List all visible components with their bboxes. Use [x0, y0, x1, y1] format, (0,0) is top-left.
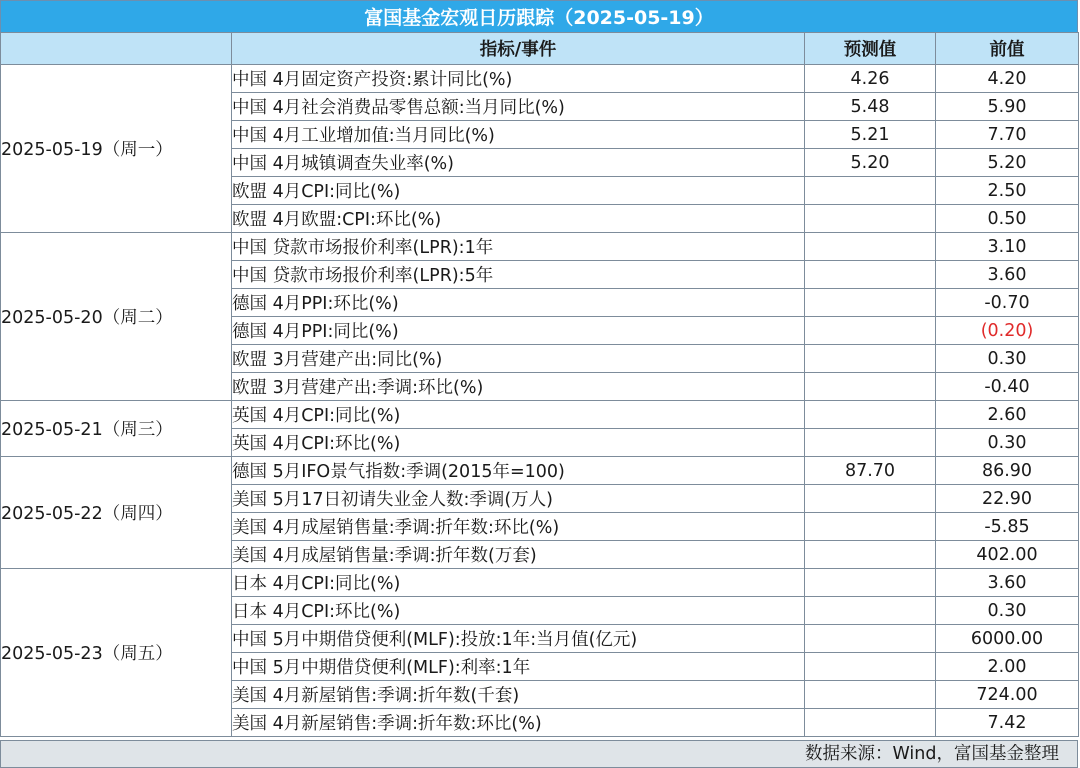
- event-cell: 中国 4月城镇调查失业率(%): [232, 149, 805, 177]
- previous-cell: 0.30: [936, 597, 1079, 625]
- forecast-cell: [805, 625, 936, 653]
- header-event: 指标/事件: [232, 33, 805, 65]
- event-cell: 中国 贷款市场报价利率(LPR):5年: [232, 261, 805, 289]
- previous-cell: 7.70: [936, 121, 1079, 149]
- table-body: [1, 65, 1079, 737]
- forecast-cell: [805, 681, 936, 709]
- event-cell: 美国 4月成屋销售量:季调:折年数:环比(%): [232, 513, 805, 541]
- forecast-cell: [805, 233, 936, 261]
- event-cell: 美国 5月17日初请失业金人数:季调(万人): [232, 485, 805, 513]
- forecast-cell: 4.26: [805, 65, 936, 93]
- previous-cell: 6000.00: [936, 625, 1079, 653]
- event-cell: 德国 4月PPI:环比(%): [232, 289, 805, 317]
- header-forecast: 预测值: [805, 33, 936, 65]
- forecast-cell: [805, 373, 936, 401]
- event-cell: 中国 5月中期借贷便利(MLF):利率:1年: [232, 653, 805, 681]
- forecast-cell: [805, 429, 936, 457]
- event-cell: 欧盟 3月营建产出:季调:环比(%): [232, 373, 805, 401]
- event-cell: 欧盟 4月欧盟:CPI:环比(%): [232, 205, 805, 233]
- previous-cell: 724.00: [936, 681, 1079, 709]
- forecast-cell: [805, 653, 936, 681]
- source-note: 数据来源：Wind，富国基金整理: [0, 740, 1078, 768]
- forecast-cell: [805, 261, 936, 289]
- event-cell: 中国 4月工业增加值:当月同比(%): [232, 121, 805, 149]
- previous-cell: 2.60: [936, 401, 1079, 429]
- table-row: [1, 65, 1079, 93]
- forecast-cell: [805, 709, 936, 737]
- previous-cell: 2.00: [936, 653, 1079, 681]
- macro-calendar-table: [0, 32, 1079, 737]
- previous-cell: 3.60: [936, 261, 1079, 289]
- event-cell: 美国 4月新屋销售:季调:折年数(千套): [232, 681, 805, 709]
- previous-cell: 0.30: [936, 429, 1079, 457]
- event-cell: 美国 4月新屋销售:季调:折年数:环比(%): [232, 709, 805, 737]
- event-cell: 英国 4月CPI:环比(%): [232, 429, 805, 457]
- previous-cell: 5.90: [936, 93, 1079, 121]
- previous-cell: 3.10: [936, 233, 1079, 261]
- event-cell: 美国 4月成屋销售量:季调:折年数(万套): [232, 541, 805, 569]
- event-cell: 中国 贷款市场报价利率(LPR):1年: [232, 233, 805, 261]
- event-cell: 欧盟 3月营建产出:同比(%): [232, 345, 805, 373]
- event-cell: 德国 5月IFO景气指数:季调(2015年=100): [232, 457, 805, 485]
- event-cell: 欧盟 4月CPI:同比(%): [232, 177, 805, 205]
- previous-cell: -0.70: [936, 289, 1079, 317]
- previous-cell: 7.42: [936, 709, 1079, 737]
- table-header-row: [1, 33, 1079, 65]
- previous-cell: -5.85: [936, 513, 1079, 541]
- forecast-cell: 5.48: [805, 93, 936, 121]
- date-cell: 2025-05-23（周五）: [1, 569, 232, 737]
- previous-cell: 0.50: [936, 205, 1079, 233]
- previous-cell: 0.30: [936, 345, 1079, 373]
- forecast-cell: [805, 177, 936, 205]
- forecast-cell: [805, 569, 936, 597]
- forecast-cell: [805, 401, 936, 429]
- previous-cell: 86.90: [936, 457, 1079, 485]
- forecast-cell: [805, 317, 936, 345]
- event-cell: 中国 5月中期借贷便利(MLF):投放:1年:当月值(亿元): [232, 625, 805, 653]
- table-row: [1, 401, 1079, 429]
- table-row: [1, 233, 1079, 261]
- date-cell: 2025-05-19（周一）: [1, 65, 232, 233]
- forecast-cell: [805, 205, 936, 233]
- forecast-cell: 87.70: [805, 457, 936, 485]
- event-cell: 德国 4月PPI:同比(%): [232, 317, 805, 345]
- forecast-cell: 5.20: [805, 149, 936, 177]
- header-date: [1, 33, 232, 65]
- previous-cell: 4.20: [936, 65, 1079, 93]
- event-cell: 英国 4月CPI:同比(%): [232, 401, 805, 429]
- forecast-cell: [805, 513, 936, 541]
- forecast-cell: [805, 597, 936, 625]
- forecast-cell: [805, 289, 936, 317]
- previous-cell: 22.90: [936, 485, 1079, 513]
- forecast-cell: [805, 485, 936, 513]
- event-cell: 中国 4月固定资产投资:累计同比(%): [232, 65, 805, 93]
- event-cell: 中国 4月社会消费品零售总额:当月同比(%): [232, 93, 805, 121]
- page-title: 富国基金宏观日历跟踪（2025-05-19）: [0, 0, 1078, 33]
- previous-cell: 5.20: [936, 149, 1079, 177]
- header-previous: 前值: [936, 33, 1079, 65]
- date-cell: 2025-05-20（周二）: [1, 233, 232, 401]
- table-row: [1, 457, 1079, 485]
- forecast-cell: [805, 345, 936, 373]
- previous-cell: (0.20): [936, 317, 1079, 345]
- table-row: [1, 569, 1079, 597]
- forecast-cell: 5.21: [805, 121, 936, 149]
- previous-cell: 402.00: [936, 541, 1079, 569]
- previous-cell: 3.60: [936, 569, 1079, 597]
- forecast-cell: [805, 541, 936, 569]
- event-cell: 日本 4月CPI:同比(%): [232, 569, 805, 597]
- event-cell: 日本 4月CPI:环比(%): [232, 597, 805, 625]
- date-cell: 2025-05-21（周三）: [1, 401, 232, 457]
- previous-cell: 2.50: [936, 177, 1079, 205]
- date-cell: 2025-05-22（周四）: [1, 457, 232, 569]
- previous-cell: -0.40: [936, 373, 1079, 401]
